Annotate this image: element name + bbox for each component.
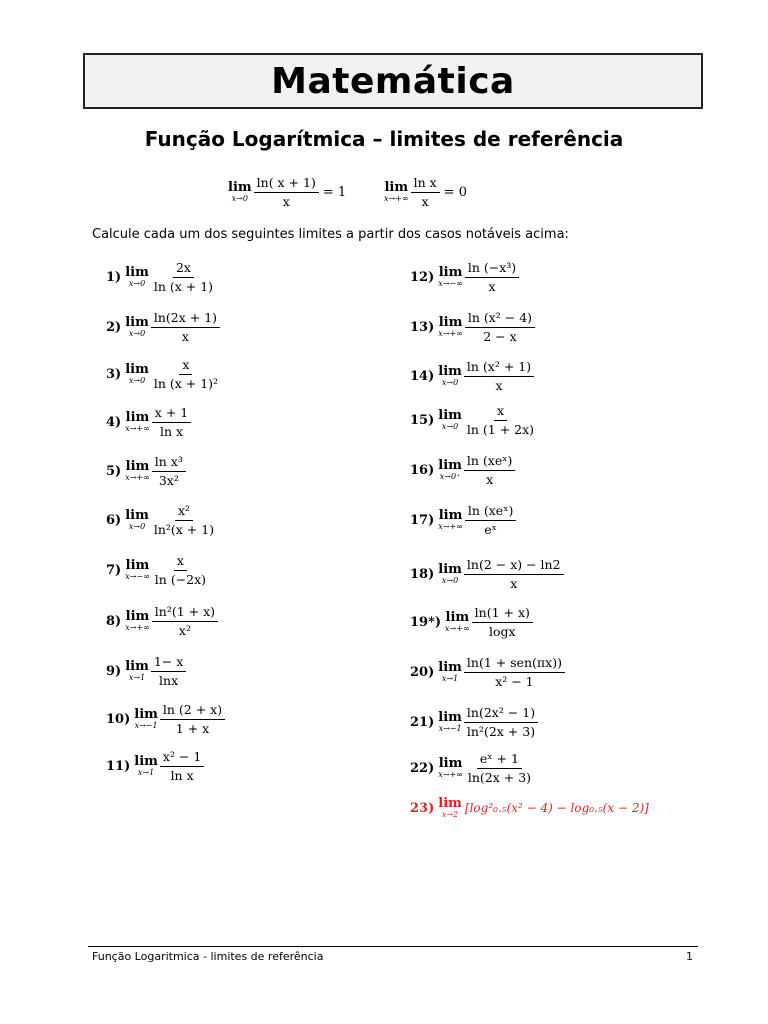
- title-box: [83, 53, 703, 109]
- exercise-item: [106, 311, 220, 344]
- result: = 0: [443, 184, 467, 200]
- lim-word: lim: [438, 508, 463, 524]
- numerator: 2x: [173, 261, 194, 278]
- numerator: ln (x² − 4): [465, 311, 535, 328]
- denominator: logx: [488, 623, 516, 639]
- footer-text: Função Logaritmica - limites de referência: [92, 950, 324, 963]
- exercise-item: [410, 360, 534, 393]
- exercise-number: 3): [106, 366, 122, 382]
- lim-subscript: x→+∞: [438, 770, 463, 780]
- lim-subscript: x→0: [441, 576, 459, 586]
- exercise-item: [106, 703, 225, 736]
- lim-word: lim: [125, 265, 149, 281]
- lim-word: lim: [134, 707, 158, 723]
- numerator: ln (−x³): [465, 261, 519, 278]
- denominator: 2 − x: [483, 328, 517, 344]
- denominator: x: [488, 278, 496, 294]
- denominator: ln²(2x + 3): [466, 723, 536, 739]
- lim-subscript: x→+∞: [445, 624, 470, 634]
- lim-subscript: x→+∞: [384, 194, 409, 204]
- exercise-item: [410, 558, 564, 591]
- numerator: eˣ + 1: [477, 752, 522, 769]
- numerator: x: [494, 404, 507, 421]
- exercise-item: [410, 656, 565, 689]
- exercise-item: [106, 358, 221, 391]
- lim-word: lim: [438, 562, 462, 578]
- lim-subscript: x→0: [128, 376, 146, 386]
- exercise-number: 21): [410, 714, 435, 730]
- exercise-number: 8): [106, 613, 122, 629]
- lim-word: lim: [125, 362, 149, 378]
- lim-word: lim: [438, 364, 462, 380]
- lim-word: lim: [438, 710, 462, 726]
- denominator: x: [181, 328, 189, 344]
- exercise-item: [410, 752, 534, 785]
- exercise-item: [106, 406, 191, 439]
- footer-divider: [88, 946, 698, 947]
- exercise-item: [106, 455, 186, 488]
- numerator: x: [179, 358, 192, 375]
- numerator: x²: [175, 504, 193, 521]
- lim-subscript: x→−1: [134, 721, 158, 731]
- lim-word: lim: [438, 796, 462, 811]
- denominator: 3x²: [158, 472, 179, 488]
- denominator: x: [486, 471, 494, 487]
- page-number: 1: [686, 950, 693, 963]
- exercise-number: 17): [410, 512, 435, 528]
- numerator: ln( x + 1): [254, 176, 319, 193]
- denominator: x² − 1: [495, 673, 534, 689]
- exercise-number: 14): [410, 368, 435, 384]
- exercise-item: [410, 606, 533, 639]
- lim-word: lim: [125, 659, 149, 675]
- exercise-number: 1): [106, 269, 122, 285]
- lim-subscript: x→2: [441, 810, 459, 819]
- lim-subscript: x→0: [128, 329, 146, 339]
- exercise-item: [106, 655, 186, 688]
- exercise-item: [410, 261, 519, 294]
- expression: [log²₀.₅(x² − 4) − log₀.₅(x − 2)]: [464, 801, 649, 815]
- lim-subscript: x→1: [441, 674, 459, 684]
- page-title: Matemática: [271, 60, 515, 102]
- exercise-item: [106, 261, 216, 294]
- lim-subscript: x→1: [128, 673, 146, 683]
- numerator: ln(1 + sen(πx)): [464, 656, 565, 673]
- exercise-number: 22): [410, 760, 435, 776]
- numerator: ln (xeˣ): [464, 454, 516, 471]
- lim-word: lim: [438, 265, 463, 281]
- exercise-number: 23): [410, 800, 435, 816]
- instruction: Calcule cada um dos seguintes limites a partir dos casos notáveis acima:: [92, 227, 569, 242]
- lim-subscript: x→+∞: [125, 623, 150, 633]
- denominator: ln x: [170, 767, 194, 783]
- lim-word: lim: [125, 508, 149, 524]
- lim-subscript: x→0: [128, 522, 146, 532]
- exercise-number: 16): [410, 462, 435, 478]
- numerator: ln(2 − x) − ln2: [464, 558, 564, 575]
- exercise-item: [410, 311, 535, 344]
- lim-word: lim: [438, 315, 463, 331]
- numerator: ln (2 + x): [160, 703, 225, 720]
- lim-subscript: x→−1: [438, 724, 462, 734]
- exercise-item: [410, 504, 516, 537]
- denominator: x: [282, 193, 290, 209]
- lim-word: lim: [438, 660, 462, 676]
- denominator: ln²(x + 1): [153, 521, 215, 537]
- exercise-number: 10): [106, 711, 131, 727]
- lim-subscript: x→0: [441, 422, 459, 432]
- reference-limit-2: [384, 176, 467, 209]
- exercise-number: 2): [106, 319, 122, 335]
- denominator: ln (x + 1): [153, 278, 214, 294]
- denominator: ln (−2x): [154, 571, 207, 587]
- reference-limit-1: [228, 176, 346, 209]
- lim-subscript: x→0⁺: [439, 472, 461, 482]
- exercise-23: [410, 797, 649, 819]
- result: = 1: [322, 184, 347, 200]
- numerator: ln(2x + 1): [151, 311, 220, 328]
- lim-subscript: x→0: [231, 194, 248, 204]
- denominator: x: [421, 193, 429, 209]
- lim-subscript: x→+∞: [125, 424, 150, 434]
- numerator: ln (xeˣ): [465, 504, 517, 521]
- subtitle: Função Logarítmica – limites de referência: [144, 127, 624, 151]
- exercise-number: 11): [106, 758, 131, 774]
- lim-word: lim: [445, 610, 470, 626]
- numerator: 1− x: [151, 655, 186, 672]
- lim-subscript: x→0: [441, 378, 459, 388]
- lim-word: lim: [438, 756, 463, 772]
- lim-word: lim: [125, 609, 150, 625]
- denominator: ln x: [159, 423, 184, 439]
- lim-subscript: x→1: [137, 768, 155, 778]
- lim-subscript: x→+∞: [438, 329, 463, 339]
- exercise-number: 19*): [410, 614, 442, 630]
- exercise-number: 9): [106, 663, 122, 679]
- lim-subscript: x→−∞: [125, 572, 150, 582]
- exercise-number: 12): [410, 269, 435, 285]
- numerator: ln²(1 + x): [152, 605, 218, 622]
- exercise-number: 18): [410, 566, 435, 582]
- lim-word: lim: [134, 754, 158, 770]
- numerator: ln(1 + x): [472, 606, 533, 623]
- denominator: eˣ: [484, 521, 497, 537]
- numerator: ln x: [411, 176, 440, 193]
- lim-word: lim: [438, 408, 462, 424]
- denominator: x: [510, 575, 518, 591]
- exercise-item: [106, 554, 209, 587]
- denominator: ln (x + 1)²: [153, 375, 219, 391]
- numerator: ln(2x² − 1): [464, 706, 538, 723]
- numerator: ln x³: [152, 455, 186, 472]
- exercise-number: 7): [106, 562, 122, 578]
- numerator: x: [174, 554, 187, 571]
- exercise-number: 20): [410, 664, 435, 680]
- denominator: ln(2x + 3): [467, 769, 532, 785]
- denominator: 1 + x: [175, 720, 210, 736]
- numerator: x² − 1: [160, 750, 204, 767]
- lim-word: lim: [384, 180, 409, 196]
- exercise-item: [106, 504, 217, 537]
- lim-subscript: x→0: [128, 279, 146, 289]
- denominator: x²: [178, 622, 191, 638]
- exercise-number: 5): [106, 463, 122, 479]
- exercise-number: 4): [106, 414, 122, 430]
- lim-word: lim: [228, 180, 252, 196]
- denominator: lnx: [159, 672, 179, 688]
- exercise-item: [410, 454, 515, 487]
- exercise-number: 15): [410, 412, 435, 428]
- numerator: x + 1: [152, 406, 191, 423]
- exercise-item: [106, 750, 204, 783]
- exercise-number: 13): [410, 319, 435, 335]
- numerator: ln (x² + 1): [464, 360, 534, 377]
- lim-word: lim: [125, 410, 150, 426]
- lim-word: lim: [438, 458, 462, 474]
- exercise-number: 6): [106, 512, 122, 528]
- exercise-item: [410, 404, 537, 437]
- lim-subscript: x→+∞: [125, 473, 150, 483]
- denominator: ln (1 + 2x): [466, 421, 535, 437]
- denominator: x: [495, 377, 503, 393]
- lim-word: lim: [125, 558, 150, 574]
- lim-subscript: x→+∞: [438, 522, 463, 532]
- exercise-item: [106, 605, 218, 638]
- lim-word: lim: [125, 315, 149, 331]
- exercise-item: [410, 706, 538, 739]
- lim-subscript: x→−∞: [438, 279, 463, 289]
- lim-word: lim: [125, 459, 150, 475]
